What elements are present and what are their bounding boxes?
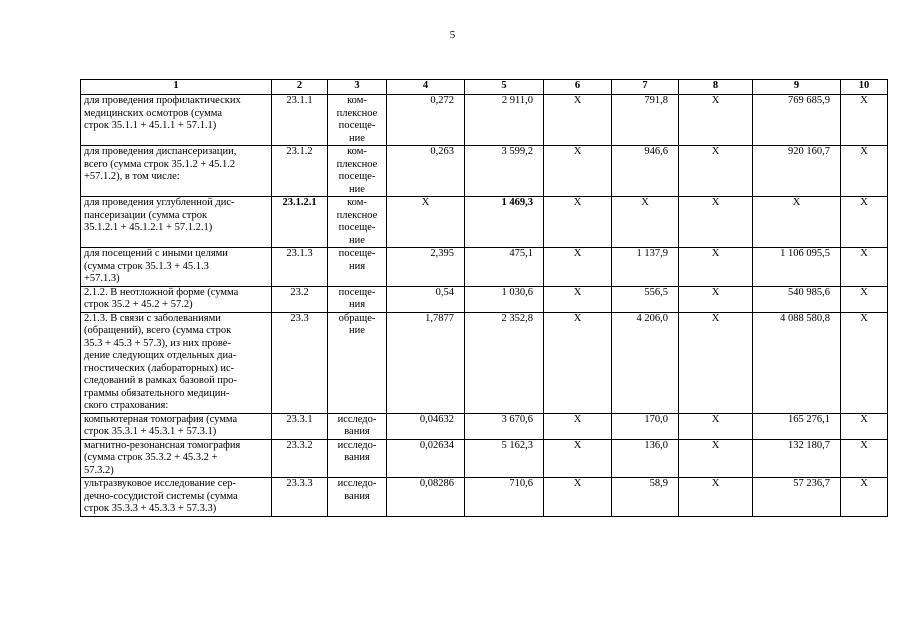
cell-line: ком- xyxy=(347,95,367,106)
value-col-4: 0,272 xyxy=(387,95,465,146)
cell-line: посеще- xyxy=(338,248,376,259)
value-col-8: X xyxy=(679,286,753,312)
value-col-4: 0,54 xyxy=(387,286,465,312)
row-unit xyxy=(328,478,387,517)
cell-line: для проведения диспансеризации, xyxy=(84,146,237,157)
cell-line: для проведения профилактических xyxy=(84,95,241,106)
value-col-7: 556,5 xyxy=(612,286,679,312)
value-col-8: X xyxy=(679,478,753,517)
cell-line: 2.1.2. В неотложной форме (сумма xyxy=(84,286,239,298)
cell-line: посеще- xyxy=(338,171,376,182)
value-col-7: 4 206,0 xyxy=(612,312,679,413)
row-unit xyxy=(328,286,387,312)
cell-line: исследо- xyxy=(337,439,377,451)
column-header-8: 8 xyxy=(679,80,753,95)
cell-line: обраще- xyxy=(338,312,376,324)
row-unit xyxy=(328,146,387,197)
column-header-10: 10 xyxy=(841,80,888,95)
cell-line: исследо- xyxy=(337,478,377,489)
cell-line: ние xyxy=(349,325,365,336)
value-col-7: X xyxy=(612,197,679,248)
value-col-5: 1 469,3 xyxy=(465,197,544,248)
cell-line: плексное xyxy=(336,158,378,170)
value-col-8: X xyxy=(679,248,753,287)
cell-line: компьютерная томография (сумма xyxy=(84,413,238,425)
header-row xyxy=(81,80,888,95)
value-col-10: X xyxy=(841,478,888,517)
value-col-9: 4 088 580,8 xyxy=(753,312,841,413)
value-col-4: 0,04632 xyxy=(387,413,465,439)
row-code: 23.1.1 xyxy=(272,95,328,146)
cell-line: строк 35.3.3 + 45.3.3 + 57.3.3) xyxy=(84,503,217,514)
value-col-10: X xyxy=(841,248,888,287)
table-row xyxy=(81,146,888,197)
cell-line: гностических (лабораторных) ис- xyxy=(84,362,235,374)
row-unit xyxy=(328,248,387,287)
cell-line: ния xyxy=(348,260,366,272)
row-description xyxy=(81,95,272,146)
row-description xyxy=(81,478,272,517)
value-col-7: 1 137,9 xyxy=(612,248,679,287)
cell-line: +57.1.2), в том числе: xyxy=(84,171,180,182)
table-row xyxy=(81,413,888,439)
value-col-7: 791,8 xyxy=(612,95,679,146)
table-row xyxy=(81,286,888,312)
value-col-5: 475,1 xyxy=(465,248,544,287)
value-col-10: X xyxy=(841,146,888,197)
column-header-1: 1 xyxy=(81,80,272,95)
cell-line: ком- xyxy=(347,146,367,157)
value-col-10: X xyxy=(841,413,888,439)
value-col-4: 0,263 xyxy=(387,146,465,197)
cell-line: вания xyxy=(344,490,370,502)
row-code: 23.2 xyxy=(272,286,328,312)
value-col-6: X xyxy=(544,248,612,287)
value-col-4: 0,08286 xyxy=(387,478,465,517)
row-unit xyxy=(328,312,387,413)
cell-line: вания xyxy=(344,426,370,437)
cell-line: (сумма строк 35.1.3 + 45.1.3 xyxy=(84,260,209,272)
row-description xyxy=(81,413,272,439)
column-header-7: 7 xyxy=(612,80,679,95)
cell-line: магнитно-резонансная томография xyxy=(84,439,241,451)
row-description xyxy=(81,248,272,287)
cell-line: посеще- xyxy=(338,286,376,298)
value-col-5: 3 670,6 xyxy=(465,413,544,439)
value-col-5: 710,6 xyxy=(465,478,544,517)
value-col-10: X xyxy=(841,439,888,478)
cell-line: посеще- xyxy=(338,120,376,131)
value-col-8: X xyxy=(679,413,753,439)
value-col-6: X xyxy=(544,286,612,312)
value-col-9: 769 685,9 xyxy=(753,95,841,146)
cell-line: всего (сумма строк 35.1.2 + 45.1.2 xyxy=(84,158,236,170)
table-row xyxy=(81,95,888,146)
value-col-4: 2,395 xyxy=(387,248,465,287)
value-col-9: X xyxy=(753,197,841,248)
cell-line: граммы обязательного медицин- xyxy=(84,387,230,399)
cell-line: ние xyxy=(349,183,365,195)
page-number: 5 xyxy=(449,29,456,41)
row-description xyxy=(81,439,272,478)
data-table xyxy=(80,79,888,517)
cell-line: посеще- xyxy=(338,222,376,233)
value-col-5: 3 599,2 xyxy=(465,146,544,197)
value-col-9: 132 180,7 xyxy=(753,439,841,478)
cell-line: ние xyxy=(349,234,365,246)
value-col-5: 5 162,3 xyxy=(465,439,544,478)
cell-line: 2.1.3. В связи с заболеваниями xyxy=(84,312,221,324)
value-col-9: 920 160,7 xyxy=(753,146,841,197)
cell-line: исследо- xyxy=(337,413,377,425)
cell-line: плексное xyxy=(336,107,378,119)
cell-line: ния xyxy=(348,299,366,310)
cell-line: плексное xyxy=(336,209,378,221)
value-col-9: 57 236,7 xyxy=(753,478,841,517)
value-col-9: 1 106 095,5 xyxy=(753,248,841,287)
value-col-6: X xyxy=(544,413,612,439)
row-code: 23.1.2.1 xyxy=(272,197,328,248)
value-col-7: 136,0 xyxy=(612,439,679,478)
value-col-5: 1 030,6 xyxy=(465,286,544,312)
cell-line: +57.1.3) xyxy=(84,273,120,284)
cell-line: строк 35.1.1 + 45.1.1 + 57.1.1) xyxy=(84,120,217,131)
cell-line: ультразвуковое исследование сер- xyxy=(84,478,236,489)
row-unit xyxy=(328,95,387,146)
cell-line: 35.3 + 45.3 + 57.3), из них прове- xyxy=(84,337,231,349)
value-col-9: 540 985,6 xyxy=(753,286,841,312)
cell-line: дечно-сосудистой системы (сумма xyxy=(84,490,238,502)
row-code: 23.1.2 xyxy=(272,146,328,197)
value-col-10: X xyxy=(841,312,888,413)
row-unit xyxy=(328,197,387,248)
value-col-4: 0,02634 xyxy=(387,439,465,478)
cell-line: вания xyxy=(344,452,370,463)
table-row xyxy=(81,197,888,248)
cell-line: следований в рамках базовой про- xyxy=(84,375,237,386)
column-header-2: 2 xyxy=(272,80,328,95)
table-row xyxy=(81,478,888,517)
value-col-6: X xyxy=(544,197,612,248)
value-col-8: X xyxy=(679,197,753,248)
cell-line: для проведения углубленной дис- xyxy=(84,197,235,208)
cell-line: (обращений), всего (сумма строк xyxy=(84,325,232,336)
column-header-5: 5 xyxy=(465,80,544,95)
row-code: 23.3.2 xyxy=(272,439,328,478)
column-header-3: 3 xyxy=(328,80,387,95)
cell-line: дение следующих отдельных диа- xyxy=(84,350,237,361)
row-description xyxy=(81,286,272,312)
column-header-9: 9 xyxy=(753,80,841,95)
value-col-10: X xyxy=(841,197,888,248)
value-col-6: X xyxy=(544,439,612,478)
cell-line: ского страхования: xyxy=(84,400,169,411)
cell-line: ние xyxy=(349,132,365,144)
value-col-8: X xyxy=(679,439,753,478)
row-unit xyxy=(328,413,387,439)
value-col-9: 165 276,1 xyxy=(753,413,841,439)
value-col-6: X xyxy=(544,95,612,146)
value-col-5: 2 911,0 xyxy=(465,95,544,146)
row-code: 23.3.1 xyxy=(272,413,328,439)
cell-line: медицинских осмотров (сумма xyxy=(84,107,222,119)
row-unit xyxy=(328,439,387,478)
value-col-4: 1,7877 xyxy=(387,312,465,413)
cell-line: ком- xyxy=(347,197,367,208)
row-code: 23.3 xyxy=(272,312,328,413)
value-col-6: X xyxy=(544,146,612,197)
table-row xyxy=(81,248,888,287)
cell-line: 57.3.2) xyxy=(84,464,114,476)
cell-line: строк 35.2 + 45.2 + 57.2) xyxy=(84,299,193,310)
row-description xyxy=(81,146,272,197)
cell-line: 35.1.2.1 + 45.1.2.1 + 57.1.2.1) xyxy=(84,222,213,233)
cell-line: (сумма строк 35.3.2 + 45.3.2 + xyxy=(84,452,218,463)
value-col-7: 170,0 xyxy=(612,413,679,439)
value-col-10: X xyxy=(841,286,888,312)
value-col-8: X xyxy=(679,312,753,413)
cell-line: строк 35.3.1 + 45.3.1 + 57.3.1) xyxy=(84,426,217,437)
value-col-7: 946,6 xyxy=(612,146,679,197)
value-col-6: X xyxy=(544,478,612,517)
table-row xyxy=(81,439,888,478)
value-col-8: X xyxy=(679,95,753,146)
row-code: 23.3.3 xyxy=(272,478,328,517)
value-col-10: X xyxy=(841,95,888,146)
column-header-6: 6 xyxy=(544,80,612,95)
row-description xyxy=(81,312,272,413)
value-col-5: 2 352,8 xyxy=(465,312,544,413)
column-header-4: 4 xyxy=(387,80,465,95)
cell-line: для посещений с иными целями xyxy=(84,248,228,259)
value-col-4: X xyxy=(387,197,465,248)
cell-line: пансеризации (сумма строк xyxy=(84,209,208,221)
value-col-6: X xyxy=(544,312,612,413)
value-col-8: X xyxy=(679,146,753,197)
value-col-7: 58,9 xyxy=(612,478,679,517)
table-row xyxy=(81,312,888,413)
row-description xyxy=(81,197,272,248)
row-code: 23.1.3 xyxy=(272,248,328,287)
